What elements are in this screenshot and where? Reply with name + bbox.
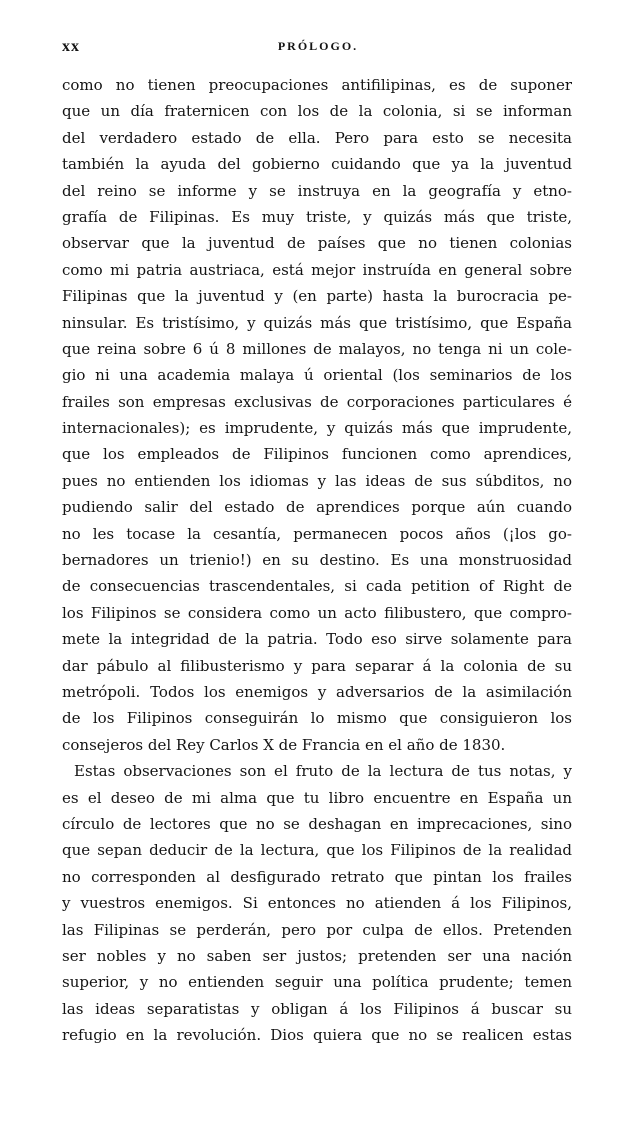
text-line: del verdadero estado de ella. Pero para esto se necesita bbox=[62, 128, 572, 147]
text-line: de los Filipinos conseguirán lo mismo que consiguieron los bbox=[62, 709, 572, 728]
text-line: y vuestros enemigos. Si entonces no atienden á los Filipinos, bbox=[62, 894, 572, 913]
text-line: ninsular. Es tristísimo, y quizás más que tristísimo, que España bbox=[62, 313, 572, 332]
text-line: que reina sobre 6 ú 8 millones de malayos, no tenga ni un cole- bbox=[62, 339, 572, 358]
text-line: dar pábulo al filibusterismo y para separar á la colonia de su bbox=[62, 656, 572, 675]
text-line: los Filipinos se considera como un acto filibustero, que compro- bbox=[62, 603, 572, 622]
text-line: superior, y no entienden seguir una política prudente; temen bbox=[62, 973, 572, 992]
text-line: que los empleados de Filipinos funcionen como aprendices, bbox=[62, 445, 572, 464]
text-line: frailes son empresas exclusivas de corporaciones particulares é bbox=[62, 392, 572, 411]
text-line: no les tocase la cesantía, permanecen pocos años (¡los go- bbox=[62, 524, 572, 543]
text-line: grafía de Filipinas. Es muy triste, y quizás más que triste, bbox=[62, 207, 572, 226]
text-line: consejeros del Rey Carlos X de Francia en el año de 1830. bbox=[62, 735, 506, 754]
text-line: también la ayuda del gobierno cuidando que ya la juventud bbox=[62, 155, 572, 174]
body-text bbox=[62, 72, 572, 1048]
text-line: pues no entienden los idiomas y las ideas de sus súbditos, no bbox=[62, 471, 572, 490]
text-line: que un día fraternicen con los de la colonia, si se informan bbox=[62, 102, 572, 121]
text-line: como mi patria austriaca, está mejor instruída en general sobre bbox=[62, 260, 572, 279]
text-line: que sepan deducir de la lectura, que los Filipinos de la realidad bbox=[62, 841, 572, 860]
text-line: internacionales); es imprudente, y quizás más que imprudente, bbox=[62, 419, 572, 438]
text-line: como no tienen preocupaciones antifilipinas, es de suponer bbox=[62, 76, 572, 94]
running-title: PRÓLOGO. bbox=[277, 39, 359, 53]
text-line: las Filipinas se perderán, pero por culpa de ellos. Pretenden bbox=[62, 920, 572, 939]
text-line: observar que la juventud de países que no tienen colonias bbox=[62, 234, 572, 253]
text-line: es el deseo de mi alma que tu libro encuentre en España un bbox=[62, 788, 572, 807]
text-line: pudiendo salir del estado de aprendices porque aún cuando bbox=[62, 498, 572, 517]
text-line: gio ni una academia malaya ú oriental (los seminarios de los bbox=[62, 366, 572, 385]
text-line: Filipinas que la juventud y (en parte) hasta la burocracia pe- bbox=[62, 287, 572, 306]
running-head bbox=[62, 38, 574, 60]
text-line: Estas observaciones son el fruto de la lectura de tus notas, y bbox=[74, 762, 572, 781]
text-line: mete la integridad de la patria. Todo eso sirve solamente para bbox=[62, 630, 572, 649]
text-line: metrópoli. Todos los enemigos y adversarios de la asimilación bbox=[62, 682, 572, 701]
text-line: las ideas separatistas y obligan á los Filipinos á buscar su bbox=[62, 999, 572, 1018]
text-line: del reino se informe y se instruya en la geografía y etno- bbox=[62, 181, 572, 200]
text-line: ser nobles y no saben ser justos; pretenden ser una nación bbox=[62, 946, 572, 965]
page-number: xx bbox=[62, 38, 80, 55]
text-line: bernadores un trienio!) en su destino. Es una monstruosidad bbox=[62, 551, 572, 570]
text-line: círculo de lectores que no se deshagan en imprecaciones, sino bbox=[62, 814, 572, 833]
text-line: de consecuencias trascendentales, si cada petition of Right de bbox=[62, 577, 572, 596]
text-line: no corresponden al desfigurado retrato que pintan los frailes bbox=[62, 867, 572, 886]
text-line: refugio en la revolución. Dios quiera que no se realicen estas bbox=[62, 1026, 572, 1045]
